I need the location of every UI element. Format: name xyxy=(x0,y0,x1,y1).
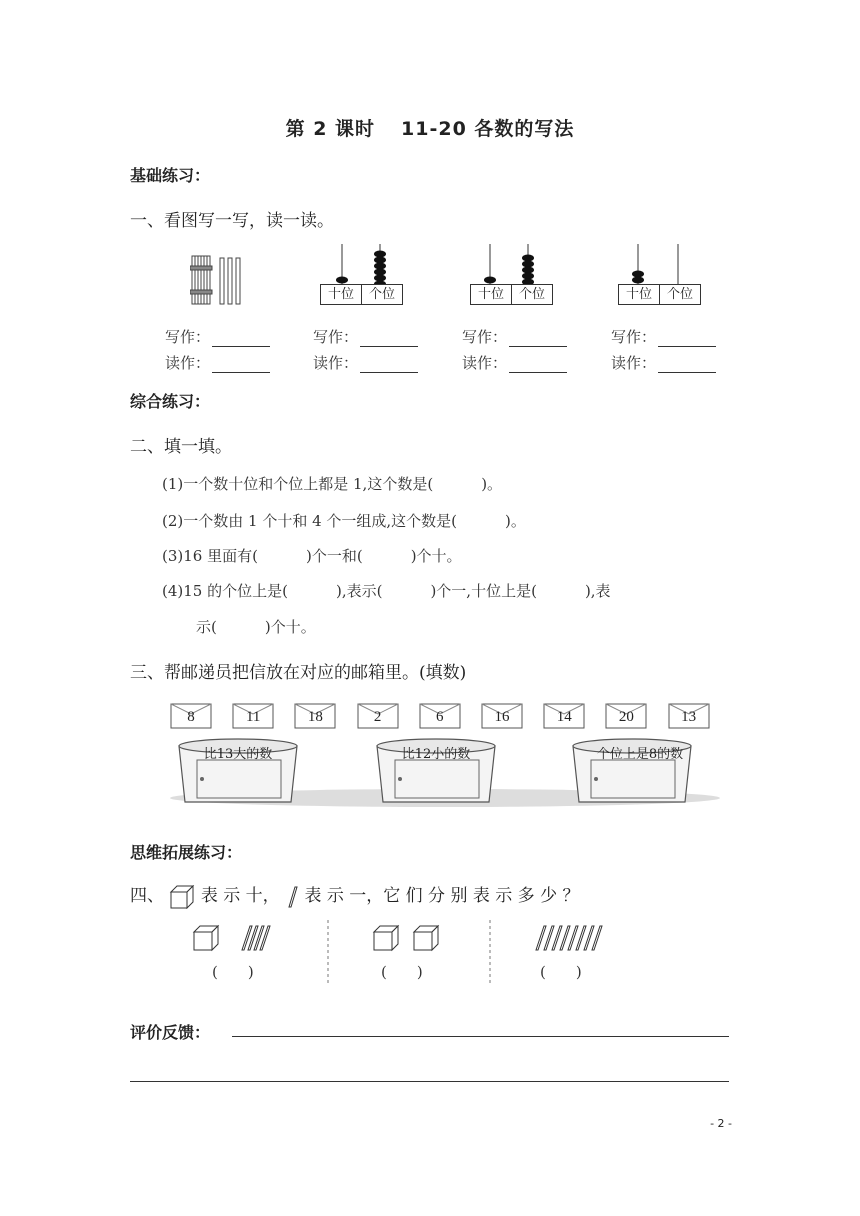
ones-label: 个位 xyxy=(361,284,403,305)
letter-envelope[interactable] xyxy=(605,703,645,727)
letter-envelope[interactable] xyxy=(232,703,272,727)
q2-item-3: (3)16 里面有( )个一和( )个十。 xyxy=(162,547,462,565)
abacus-2 xyxy=(470,242,552,288)
letter-number: 11 xyxy=(245,709,261,725)
mailbox-label: 比12小的数 xyxy=(401,747,471,762)
q2-item-4-cont: 示( )个十。 xyxy=(196,618,316,636)
read-row-1: 读作： xyxy=(165,352,270,373)
ones-label: 个位 xyxy=(511,284,553,305)
answer-blank[interactable] xyxy=(212,358,270,373)
group-1-image xyxy=(192,924,282,954)
write-row-1: 写作： xyxy=(165,326,270,347)
answer-blank[interactable] xyxy=(509,332,567,347)
answer-paren-2[interactable]: ( ) xyxy=(381,963,423,981)
page-title xyxy=(0,114,860,141)
q3-heading: 三、帮邮递员把信放在对应的邮箱里。(填数) xyxy=(130,663,467,683)
letter-number: 18 xyxy=(307,709,323,725)
letter-number: 20 xyxy=(618,709,634,725)
letter-number: 13 xyxy=(681,709,697,725)
answer-blank[interactable] xyxy=(658,332,716,347)
group-2-image xyxy=(372,924,448,954)
letter-envelope[interactable] xyxy=(170,703,210,727)
letter-envelope[interactable] xyxy=(294,703,334,727)
ones-label: 个位 xyxy=(659,284,701,305)
mailbox-label: 比13大的数 xyxy=(203,747,273,762)
feedback-line-1[interactable] xyxy=(232,1036,729,1037)
section-basic: 基础练习： xyxy=(130,166,211,185)
read-row-2: 读作： xyxy=(313,352,418,373)
write-row-2: 写作： xyxy=(313,326,418,347)
q1-heading: 一、看图写一写，读一读。 xyxy=(130,211,334,231)
letter-envelope[interactable] xyxy=(481,703,521,727)
abacus-1 xyxy=(320,242,402,288)
q2-item-2: (2)一个数由 1 个十和 4 个一组成,这个数是( )。 xyxy=(162,512,526,530)
read-row-4: 读作： xyxy=(611,352,716,373)
feedback-line-2[interactable] xyxy=(130,1081,729,1082)
letter-envelope[interactable] xyxy=(543,703,583,727)
q2-item-1: (1)一个数十位和个位上都是 1,这个数是( )。 xyxy=(162,475,503,493)
tens-label: 十位 xyxy=(618,284,660,305)
dashed-divider xyxy=(488,920,492,986)
q2-item-4: (4)15 的个位上是( ),表示( )个一,十位上是( ),表 xyxy=(162,582,611,600)
cube-icon xyxy=(169,885,195,909)
lesson-number: 第 2 课时 xyxy=(285,118,376,140)
answer-paren-3[interactable]: ( ) xyxy=(540,963,582,981)
answer-blank[interactable] xyxy=(360,332,418,347)
letter-number: 16 xyxy=(494,709,510,725)
dashed-divider xyxy=(326,920,330,986)
write-row-4: 写作： xyxy=(611,326,716,347)
tens-label: 十位 xyxy=(320,284,362,305)
letter-number: 14 xyxy=(556,709,572,725)
section-thinking: 思维拓展练习： xyxy=(130,843,243,862)
group-3-image xyxy=(534,924,608,954)
tens-label: 十位 xyxy=(470,284,512,305)
q2-heading: 二、填一填。 xyxy=(130,437,232,457)
read-row-3: 读作： xyxy=(462,352,567,373)
lesson-topic: 11-20 各数的写法 xyxy=(401,118,575,140)
letter-number: 8 xyxy=(187,709,195,725)
answer-blank[interactable] xyxy=(212,332,270,347)
sticks-bundle-image xyxy=(190,252,250,308)
stick-icon xyxy=(285,885,299,909)
letter-envelope[interactable] xyxy=(419,703,459,727)
answer-paren-1[interactable]: ( ) xyxy=(212,963,254,981)
abacus-3 xyxy=(618,242,700,288)
answer-blank[interactable] xyxy=(509,358,567,373)
mailbox-label: 个位上是8的数 xyxy=(596,747,684,762)
section-comprehensive: 综合练习： xyxy=(130,392,211,411)
letter-number: 6 xyxy=(436,709,444,725)
write-row-3: 写作： xyxy=(462,326,567,347)
answer-blank[interactable] xyxy=(658,358,716,373)
letter-number: 2 xyxy=(373,709,382,725)
page-number: - 2 - xyxy=(710,1117,732,1130)
q4-heading: 四、 表 示 十， 表 示 一，它 们 分 别 表 示 多 少 ？ xyxy=(130,881,579,909)
feedback-label: 评价反馈： xyxy=(130,1023,211,1042)
letter-envelope[interactable] xyxy=(668,703,708,727)
letter-envelope[interactable] xyxy=(357,703,397,727)
answer-blank[interactable] xyxy=(360,358,418,373)
